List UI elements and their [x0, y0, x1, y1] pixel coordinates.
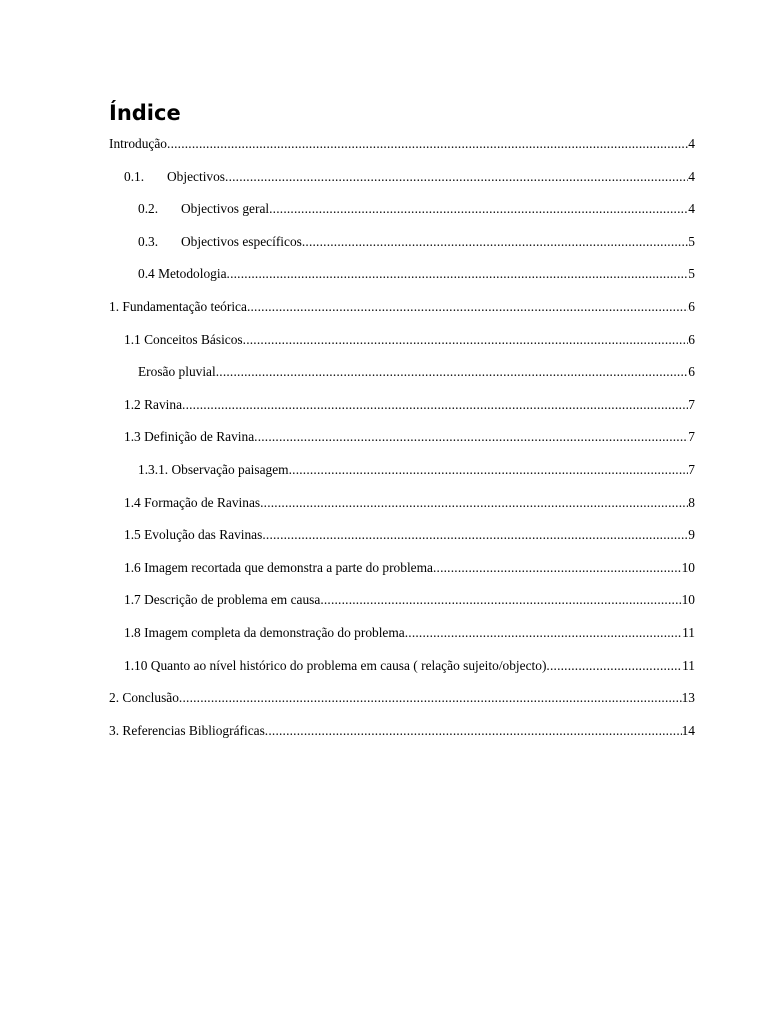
toc-dot-leader — [247, 297, 688, 317]
toc-entry[interactable] — [109, 330, 695, 363]
toc-entry-title: 1.5 Evolução das Ravinas — [124, 527, 263, 543]
toc-entry-title: 1.3.1. Observação paisagem — [138, 461, 289, 477]
toc-entry-page-number: 7 — [688, 429, 695, 445]
toc-entry[interactable] — [109, 688, 695, 721]
toc-dot-leader — [254, 427, 688, 447]
toc-entry-page-number: 8 — [688, 494, 695, 510]
toc-dot-leader — [405, 623, 682, 643]
toc-entry[interactable] — [109, 362, 695, 395]
toc-entry-title: Objectivos geral — [181, 201, 270, 217]
toc-heading: Índice — [109, 101, 181, 125]
toc-entry-title: Introdução — [109, 136, 168, 151]
toc-entry-title: 1.10 Quanto ao nível histórico do problema em causa ( relação sujeito/objecto) — [124, 657, 547, 673]
toc-dot-leader — [269, 199, 688, 219]
toc-entry-page-number: 11 — [682, 624, 695, 640]
toc-entry[interactable] — [109, 199, 695, 232]
toc-dot-leader — [216, 362, 689, 382]
table-of-contents — [109, 134, 695, 753]
toc-entry[interactable] — [109, 167, 695, 200]
toc-entry-page-number: 5 — [688, 266, 695, 282]
toc-entry[interactable] — [109, 395, 695, 428]
toc-entry-title: 1.4 Formação de Ravinas — [124, 494, 261, 510]
toc-entry-page-number: 13 — [681, 690, 695, 706]
toc-entry-title: 2. Conclusão — [109, 690, 179, 706]
toc-dot-leader — [227, 264, 689, 284]
toc-dot-leader — [182, 395, 688, 415]
toc-entry-page-number: 10 — [681, 559, 695, 575]
toc-entry-page-number: 10 — [681, 592, 695, 608]
toc-dot-leader — [260, 493, 688, 513]
toc-entry[interactable] — [109, 264, 695, 297]
toc-dot-leader — [433, 558, 682, 578]
toc-entry-page-number: 5 — [688, 233, 695, 249]
toc-entry[interactable] — [109, 460, 695, 493]
toc-dot-leader — [225, 167, 688, 187]
toc-entry-page-number: 9 — [688, 527, 695, 543]
toc-entry-page-number: 6 — [688, 364, 695, 380]
toc-entry[interactable] — [109, 721, 695, 754]
toc-entry-title: 1.1 Conceitos Básicos — [124, 331, 243, 347]
toc-entry-number: 0.2. — [138, 201, 159, 217]
toc-entry[interactable] — [109, 427, 695, 460]
toc-dot-leader — [262, 525, 688, 545]
toc-dot-leader — [179, 688, 682, 708]
toc-entry-title: 0.4 Metodologia — [138, 266, 227, 282]
toc-dot-leader — [546, 656, 682, 676]
toc-entry-title: Objectivos — [167, 168, 226, 184]
toc-entry[interactable] — [109, 590, 695, 623]
toc-entry[interactable] — [109, 232, 695, 265]
toc-entry-page-number: 11 — [682, 657, 695, 673]
toc-entry-title: Objectivos específicos — [181, 233, 302, 249]
toc-dot-leader — [167, 134, 688, 154]
toc-entry-title: 3. Referencias Bibliográficas — [109, 722, 265, 738]
toc-entry-title: Erosão pluvial — [138, 364, 216, 380]
toc-dot-leader — [243, 330, 689, 350]
toc-entry-number: 0.3. — [138, 233, 159, 249]
toc-entry-title: 1.7 Descrição de problema em causa — [124, 592, 321, 608]
toc-entry[interactable] — [109, 493, 695, 526]
toc-entry-page-number: 7 — [688, 461, 695, 477]
toc-entry-page-number: 6 — [688, 331, 695, 347]
toc-entry[interactable] — [109, 656, 695, 689]
toc-entry-page-number: 6 — [688, 298, 695, 314]
toc-entry-number: 0.1. — [124, 168, 145, 184]
toc-entry[interactable] — [109, 558, 695, 591]
toc-dot-leader — [320, 590, 681, 610]
toc-entry[interactable] — [109, 525, 695, 558]
toc-entry-page-number: 14 — [681, 722, 695, 738]
toc-entry[interactable] — [109, 623, 695, 656]
toc-dot-leader — [302, 232, 688, 252]
toc-entry[interactable] — [109, 134, 695, 167]
toc-dot-leader — [289, 460, 689, 480]
toc-entry-page-number: 4 — [688, 201, 695, 217]
toc-entry-page-number: 4 — [688, 136, 695, 151]
toc-entry-title: 1.3 Definição de Ravina — [124, 429, 255, 445]
toc-entry[interactable] — [109, 297, 695, 330]
toc-dot-leader — [265, 721, 682, 741]
toc-entry-title: 1.2 Ravina — [124, 396, 183, 412]
toc-entry-title: 1.6 Imagem recortada que demonstra a parte do problema — [124, 559, 433, 575]
toc-entry-title: 1.8 Imagem completa da demonstração do problema — [124, 624, 405, 640]
toc-entry-page-number: 4 — [688, 168, 695, 184]
toc-entry-title: 1. Fundamentação teórica — [109, 298, 247, 314]
toc-entry-page-number: 7 — [688, 396, 695, 412]
